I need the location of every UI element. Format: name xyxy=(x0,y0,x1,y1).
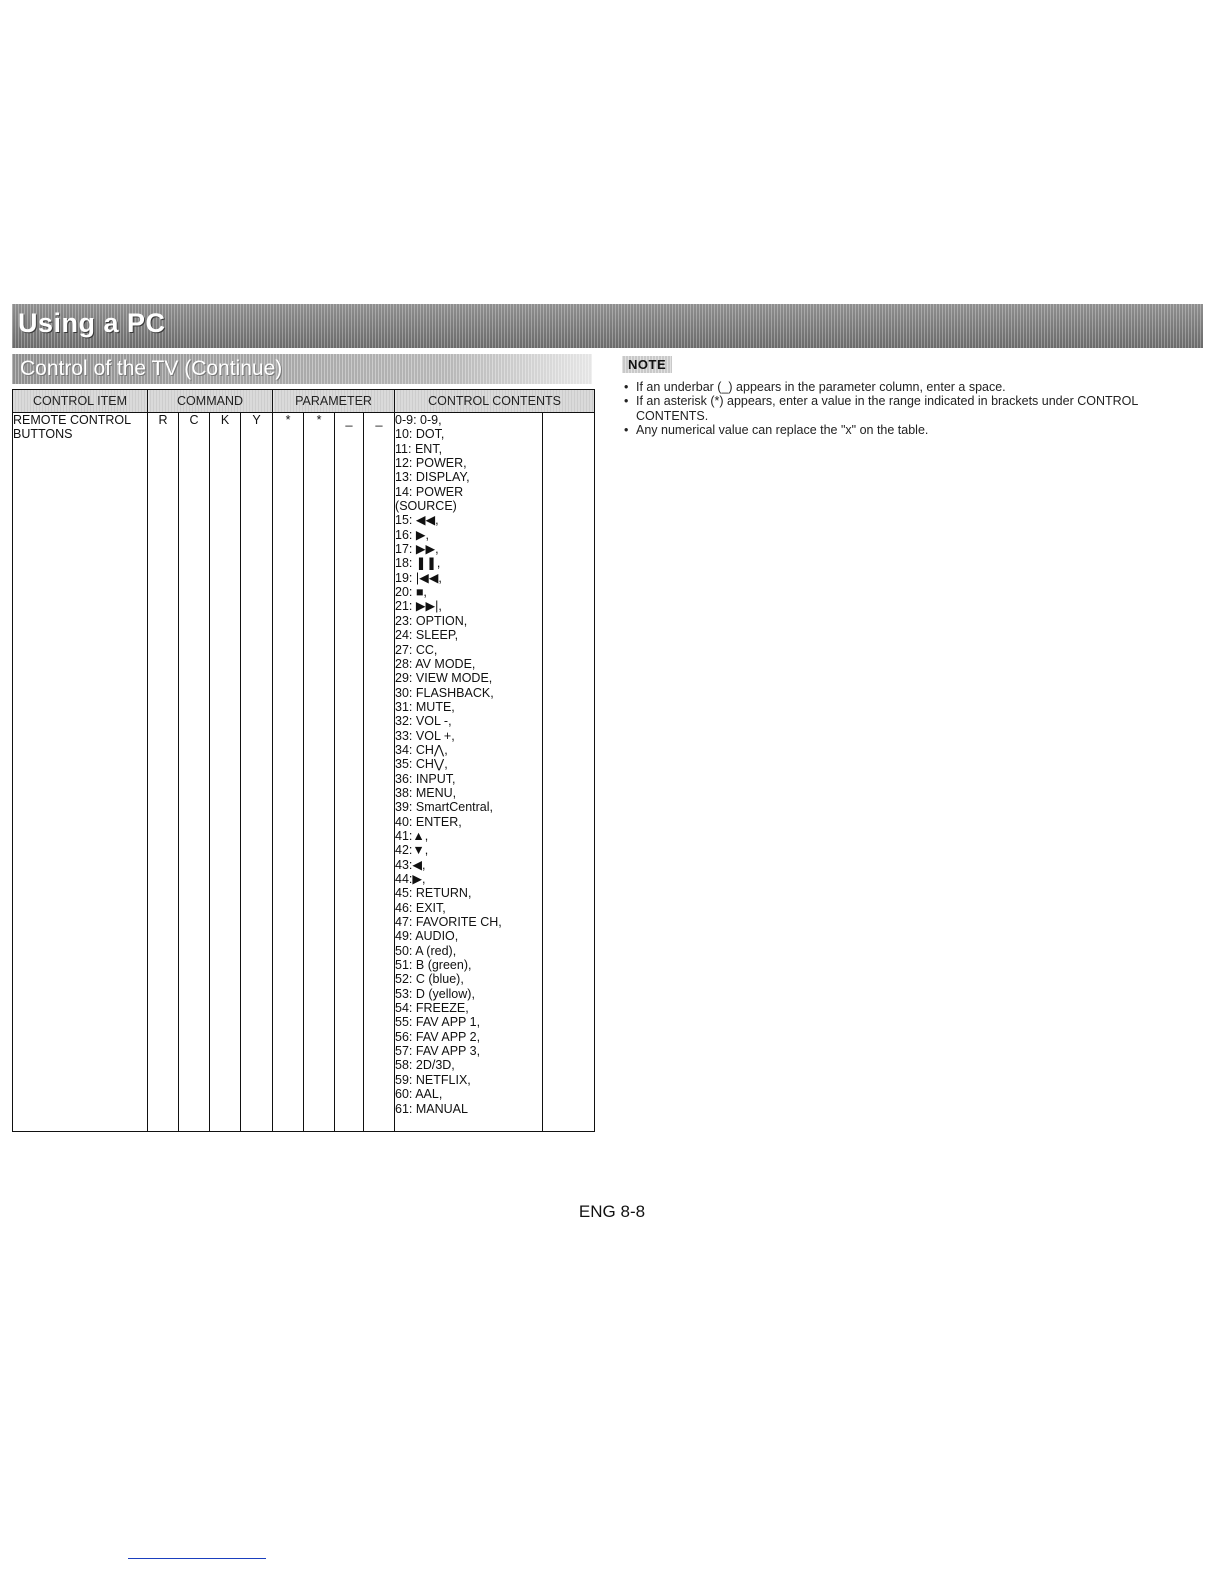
note-label: NOTE xyxy=(622,356,672,373)
control-code-item: 56: FAV APP 2, xyxy=(395,1029,481,1044)
control-code-item: 47: FAVORITE CH, xyxy=(395,915,502,930)
column-header-command: COMMAND xyxy=(148,390,273,413)
control-code-item: 20: ■, xyxy=(395,585,427,600)
control-code-item: 28: AV MODE, xyxy=(395,656,476,671)
control-code-item: 18: ❚❚, xyxy=(395,556,441,571)
control-contents-cell xyxy=(395,413,543,1132)
parameter-char-3: _ xyxy=(335,413,364,1132)
control-code-item: 19: |◀◀, xyxy=(395,570,442,585)
command-char-3: K xyxy=(210,413,241,1132)
control-code-item: 17: ▶▶, xyxy=(395,542,439,557)
control-item-cell: REMOTE CONTROL BUTTONS xyxy=(13,413,148,1132)
column-header-control-item: CONTROL ITEM xyxy=(13,390,148,413)
section-subtitle: Control of the TV (Continue) xyxy=(20,357,283,380)
control-code-item: 58: 2D/3D, xyxy=(395,1058,455,1073)
note-panel xyxy=(622,356,1202,438)
control-code-item: 57: FAV APP 3, xyxy=(395,1044,481,1059)
note-item: • If an underbar (_) appears in the parameter column, enter a space. xyxy=(622,380,1202,394)
control-code-item: 29: VIEW MODE, xyxy=(395,671,493,686)
control-code-item: 27: CC, xyxy=(395,642,438,657)
blank-cell xyxy=(543,413,595,1132)
section-banner xyxy=(12,304,1203,348)
control-code-item: 35: CH⋁, xyxy=(395,757,448,772)
control-code-item: 52: C (blue), xyxy=(395,972,464,987)
control-code-item: 41:▲, xyxy=(395,828,429,843)
control-code-item: 51: B (green), xyxy=(395,958,472,973)
control-code-item: 32: VOL -, xyxy=(395,714,452,729)
control-code-item: 49: AUDIO, xyxy=(395,929,459,944)
note-item: • If an asterisk (*) appears, enter a value in the range indicated in brackets under CONTROL CONTENTS. xyxy=(622,394,1202,423)
footer-rule xyxy=(128,1558,266,1559)
note-list xyxy=(622,380,1202,438)
control-code-item: 45: RETURN, xyxy=(395,886,472,901)
parameter-char-1: * xyxy=(273,413,304,1132)
table-row xyxy=(13,413,595,1132)
control-code-item: 12: POWER, xyxy=(395,456,467,471)
control-code-item: 59: NETFLIX, xyxy=(395,1072,471,1087)
control-code-item: 60: AAL, xyxy=(395,1087,443,1102)
control-code-item: 43:◀, xyxy=(395,857,426,872)
control-code-item: 31: MUTE, xyxy=(395,699,455,714)
control-code-item: 10: DOT, xyxy=(395,427,445,442)
command-char-2: C xyxy=(179,413,210,1132)
page-title: Using a PC xyxy=(18,308,166,338)
control-code-item: 30: FLASHBACK, xyxy=(395,685,494,700)
control-code-item: 38: MENU, xyxy=(395,785,457,800)
control-code-item: 33: VOL +, xyxy=(395,728,455,743)
parameter-char-2: * xyxy=(304,413,335,1132)
note-item: • Any numerical value can replace the "x" on the table. xyxy=(622,423,1202,437)
control-code-list xyxy=(395,413,542,1116)
control-code-item: 23: OPTION, xyxy=(395,613,468,628)
command-table xyxy=(12,389,595,1132)
control-code-item: 24: SLEEP, xyxy=(395,628,459,643)
page-number: ENG 8-8 xyxy=(578,1202,646,1221)
control-code-item: 0-9: 0-9, xyxy=(395,413,442,427)
command-char-4: Y xyxy=(241,413,273,1132)
control-code-item: 39: SmartCentral, xyxy=(395,800,493,815)
control-code-item: 16: ▶, xyxy=(395,527,429,542)
control-code-item: 34: CH⋀, xyxy=(395,742,448,757)
control-code-item: 46: EXIT, xyxy=(395,900,446,915)
control-code-item: 21: ▶▶|, xyxy=(395,599,442,614)
control-code-item: 61: MANUAL xyxy=(395,1101,468,1116)
column-header-parameter: PARAMETER xyxy=(273,390,395,413)
subsection-banner xyxy=(12,354,592,384)
control-code-item: 14: POWER xyxy=(395,484,464,499)
control-code-item: 15: ◀◀, xyxy=(395,513,439,528)
command-char-1: R xyxy=(148,413,179,1132)
control-code-item: 50: A (red), xyxy=(395,943,457,958)
column-header-control-contents: CONTROL CONTENTS xyxy=(395,390,595,413)
control-code-item: 42:▼, xyxy=(395,843,429,858)
control-code-item: 13: DISPLAY, xyxy=(395,470,470,485)
control-code-item: (SOURCE) xyxy=(395,499,457,514)
parameter-char-4: _ xyxy=(364,413,395,1132)
control-code-item: 11: ENT, xyxy=(395,441,443,456)
control-code-item: 40: ENTER, xyxy=(395,814,462,829)
control-code-item: 44:▶, xyxy=(395,872,426,886)
table-header-row xyxy=(13,390,595,413)
control-code-item: 36: INPUT, xyxy=(395,771,456,786)
control-code-item: 54: FREEZE, xyxy=(395,1001,469,1016)
control-code-item: 53: D (yellow), xyxy=(395,986,475,1001)
control-code-item: 55: FAV APP 1, xyxy=(395,1015,481,1030)
